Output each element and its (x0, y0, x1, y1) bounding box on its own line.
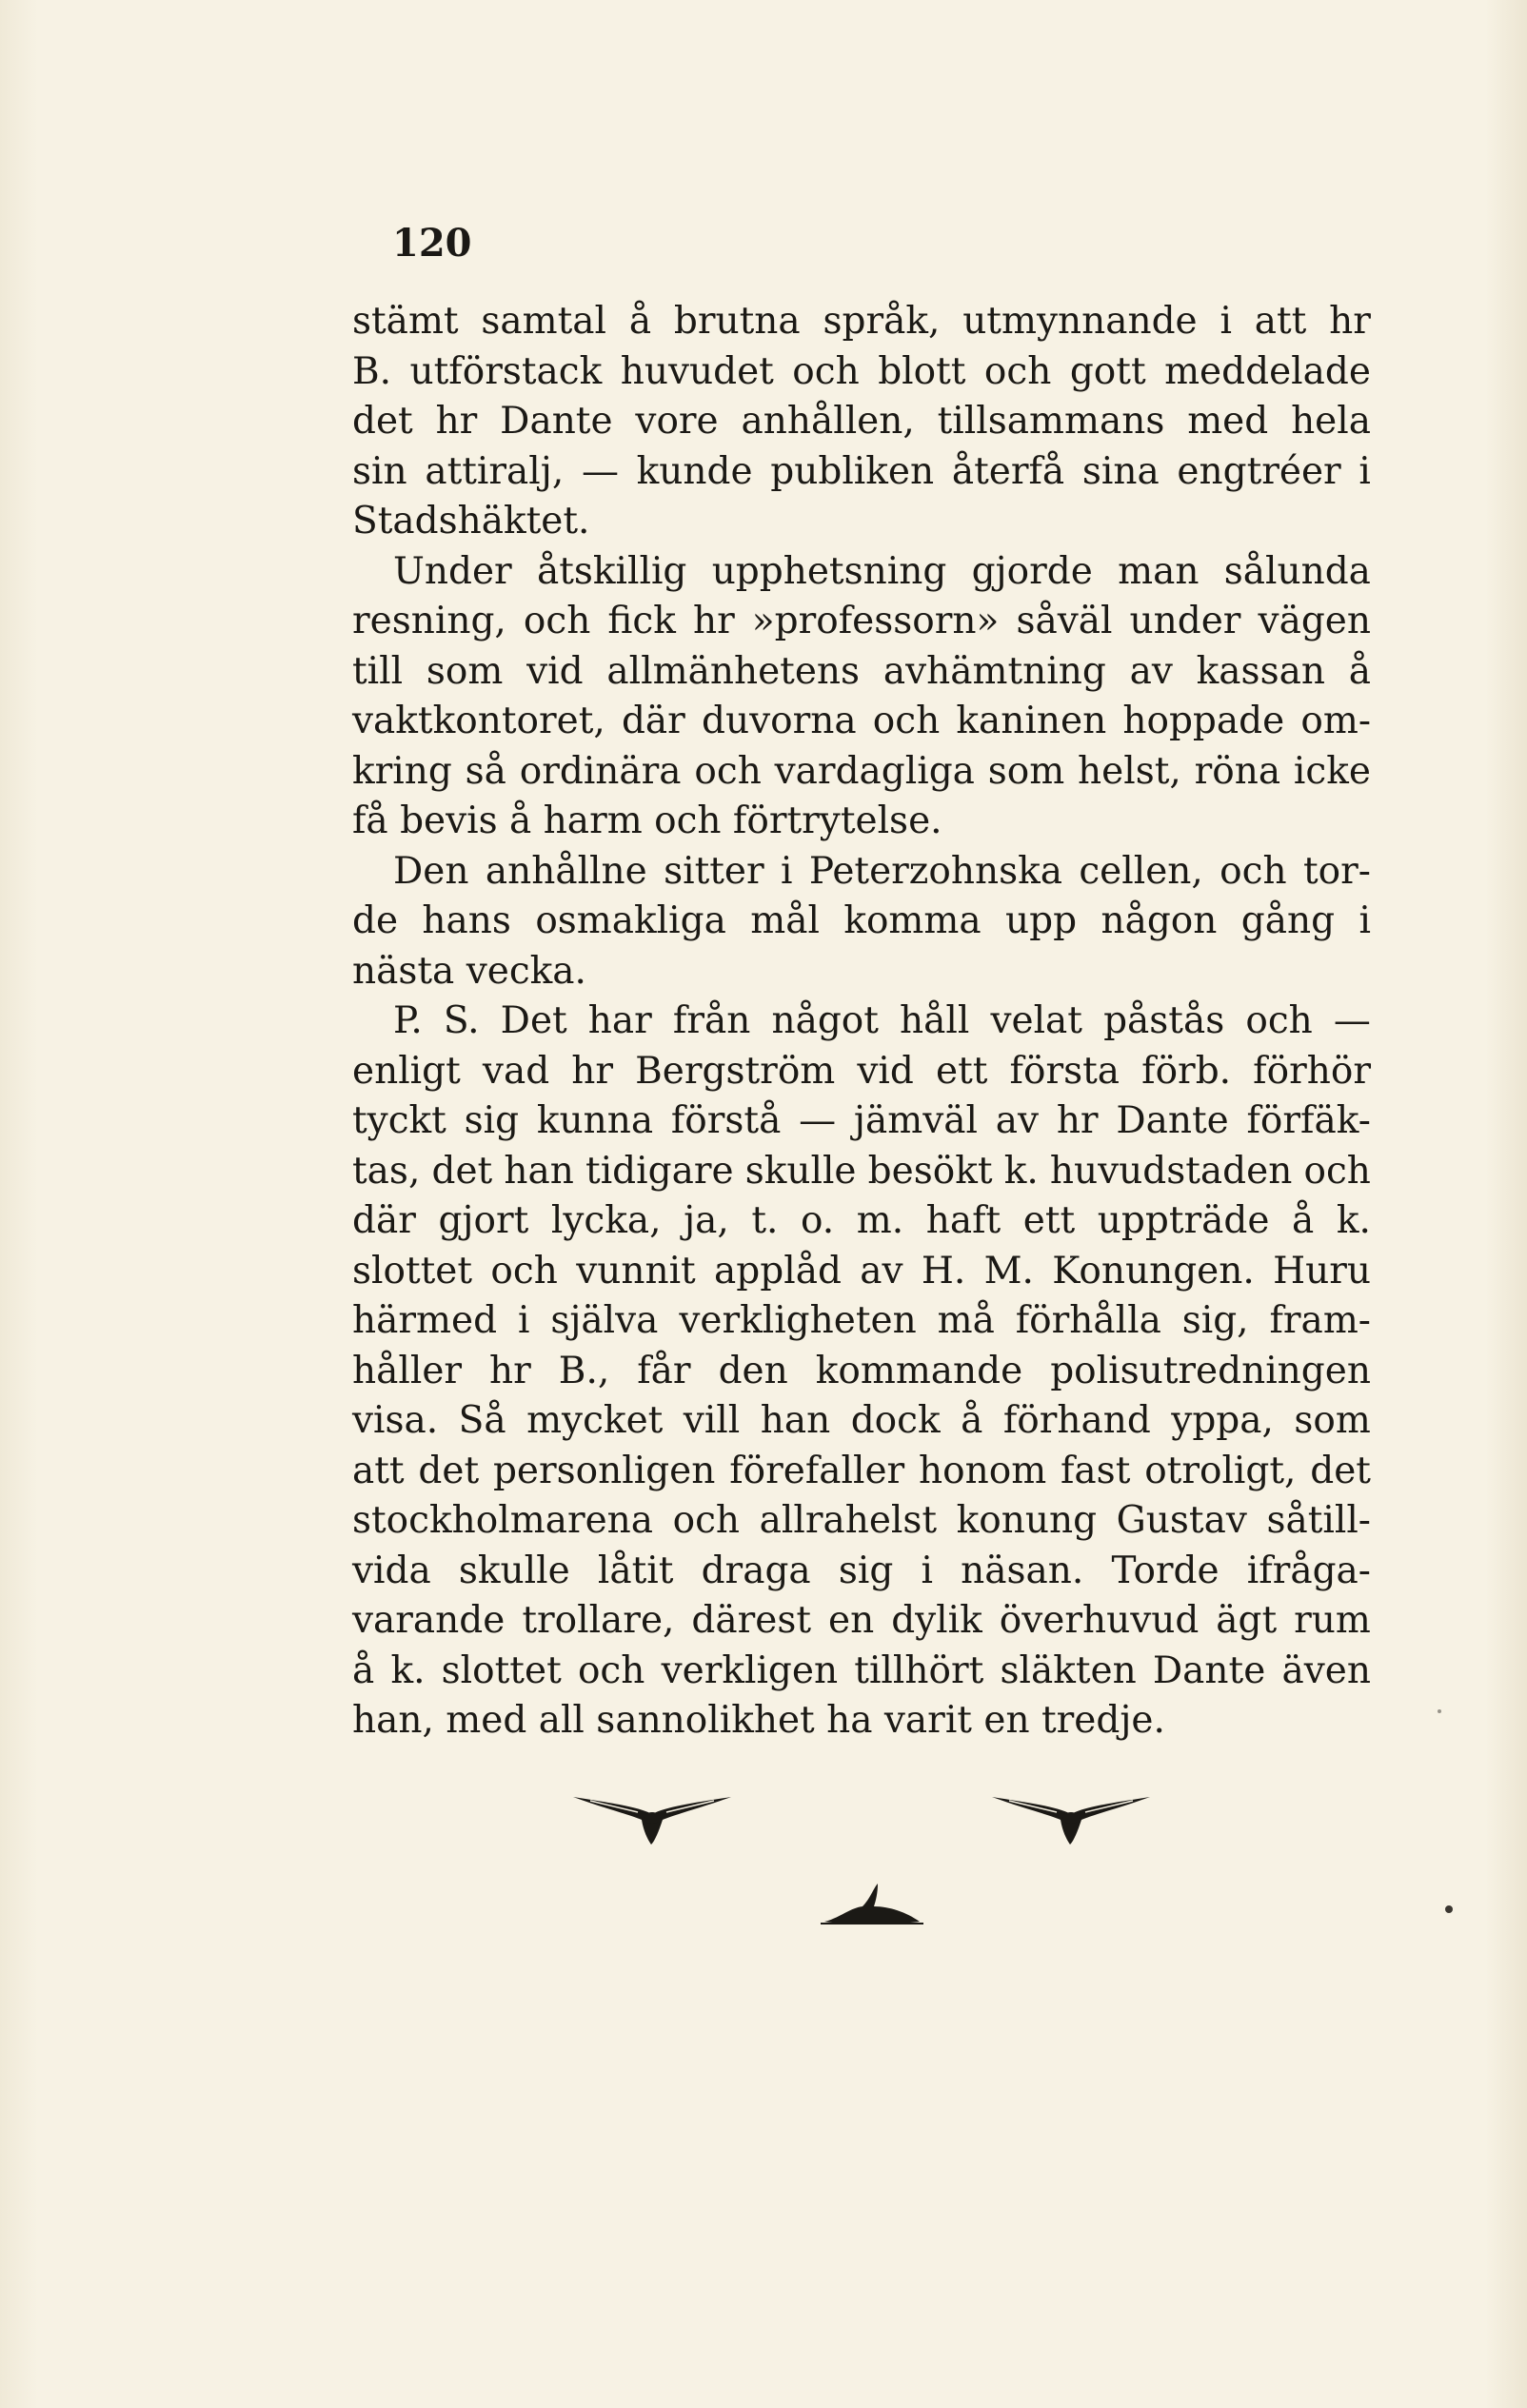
text-line: till som vid allmänhetens avhämtning av kassan å (352, 649, 1371, 693)
text-line: resning, och fick hr »professorn» såväl under vägen (352, 600, 1371, 642)
text-line: tas, det han tidigare skulle besökt k. huvudstaden och (352, 1149, 1371, 1193)
text-line: nästa vecka. (352, 949, 586, 993)
text-line: slottet och vunnit applåd av H. M. Konungen. Huru (352, 1249, 1371, 1293)
bird-ornament-icon (990, 1789, 1152, 1846)
text-line: stämt samtal å brutna språk, utmynnande i att hr (352, 300, 1371, 343)
text-line: enligt vad hr Bergström vid ett första förb. förhör (352, 1049, 1371, 1093)
text-line: Under åtskillig upphetsning gjorde man sålunda (393, 549, 1371, 593)
text-line: sin attiralj, — kunde publiken återfå sina engtréer i (352, 449, 1371, 493)
text-line: att det personligen förefaller honom fast otroligt, det (352, 1449, 1371, 1492)
text-line: å k. slottet och verkligen tillhört släkten Dante även (352, 1648, 1371, 1692)
text-line: kring så ordinära och vardagliga som helst, röna icke (352, 749, 1371, 793)
paper-speck (1445, 1905, 1453, 1913)
hare-ornament-icon (821, 1880, 925, 1927)
text-line: få bevis å harm och förtrytelse. (352, 799, 942, 842)
text-line: visa. Så mycket vill han dock å förhand yppa, som (352, 1399, 1371, 1442)
text-line: Stadshäktet. (352, 500, 590, 543)
text-line: vida skulle låtit draga sig i näsan. Torde ifråga- (352, 1549, 1371, 1592)
text-line: han, med all sannolikhet ha varit en tredje. (352, 1699, 1165, 1742)
page-number: 120 (392, 221, 472, 266)
text-line: de hans osmakliga mål komma upp någon gång i (352, 899, 1371, 942)
text-line: Den anhållne sitter i Peterzohnska cellen, och tor- (393, 849, 1371, 893)
text-line: varande trollare, därest en dylik överhuvud ägt rum (352, 1599, 1371, 1642)
text-line: där gjort lycka, ja, t. o. m. haft ett uppträde å k. (352, 1199, 1371, 1242)
text-line: håller hr B., får den kommande polisutredningen (352, 1349, 1371, 1392)
bird-ornament-icon (571, 1789, 733, 1846)
body-text (352, 297, 1371, 1747)
paper-speck (1438, 1709, 1441, 1713)
text-line: vaktkontoret, där duvorna och kaninen hoppade om- (352, 700, 1371, 742)
text-line: B. utförstack huvudet och blott och gott meddelade (352, 349, 1371, 393)
text-line: tyckt sig kunna förstå — jämväl av hr Dante förfäk- (352, 1099, 1371, 1142)
text-line: det hr Dante vore anhållen, tillsammans med hela (352, 400, 1371, 443)
text-line: stockholmarena och allrahelst konung Gustav såtill- (352, 1499, 1371, 1542)
text-line: P. S. Det har från något håll velat påstås och — (393, 999, 1371, 1042)
ornament-row (571, 1789, 1161, 1865)
text-line: härmed i själva verkligheten må förhålla sig, fram- (352, 1299, 1371, 1342)
